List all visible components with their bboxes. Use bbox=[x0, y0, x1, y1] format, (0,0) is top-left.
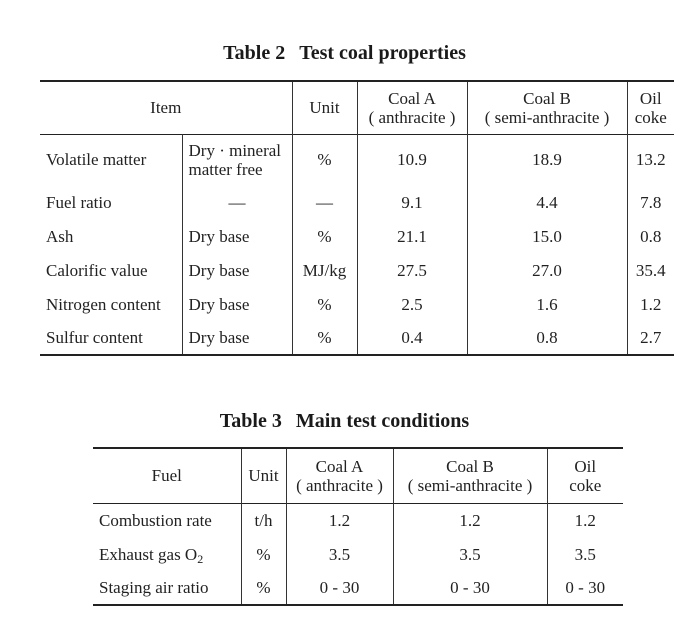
row-unit: MJ/kg bbox=[292, 253, 357, 287]
header-oil-coke-line2: coke bbox=[569, 475, 602, 495]
row-coal-b: 27.0 bbox=[467, 253, 627, 287]
table-row bbox=[40, 287, 674, 321]
main-test-conditions-table bbox=[93, 447, 623, 606]
table-row bbox=[40, 134, 674, 185]
row-coal-a: 2.5 bbox=[357, 287, 467, 321]
header-coal-a-name: Coal A bbox=[388, 88, 436, 108]
row-basis: Dry base bbox=[182, 219, 292, 253]
row-item: Ash bbox=[46, 226, 74, 246]
row-oil-coke: 1.2 bbox=[547, 503, 623, 537]
row-unit: — bbox=[292, 185, 357, 219]
table-row bbox=[40, 253, 674, 287]
row-oil-coke: 3.5 bbox=[547, 537, 623, 571]
row-oil-coke: 0 - 30 bbox=[547, 571, 623, 605]
row-coal-b: 1.6 bbox=[467, 287, 627, 321]
header-coal-b-type: ( semi-anthracite ) bbox=[407, 475, 533, 495]
header-coal-b-name: Coal B bbox=[446, 456, 494, 476]
header-coal-a-type: ( anthracite ) bbox=[296, 475, 383, 495]
row-coal-a: 0 - 30 bbox=[286, 571, 393, 605]
row-coal-b: 1.2 bbox=[393, 503, 547, 537]
row-item: Nitrogen content bbox=[46, 294, 161, 314]
header-oil-coke-line1: Oil bbox=[639, 88, 662, 108]
header-coal-a bbox=[357, 81, 467, 134]
header-coal-b-type: ( semi-anthracite ) bbox=[484, 107, 610, 127]
header-coal-b bbox=[393, 448, 547, 503]
table-2-number: Table 2 bbox=[223, 42, 286, 64]
header-unit: Unit bbox=[241, 448, 286, 503]
row-item: Sulfur content bbox=[46, 328, 143, 347]
table-3-number: Table 3 bbox=[219, 410, 282, 432]
row-item-main: Exhaust gas O bbox=[99, 544, 198, 564]
row-coal-a: 1.2 bbox=[286, 503, 393, 537]
row-unit: % bbox=[241, 537, 286, 571]
header-unit: Unit bbox=[292, 81, 357, 134]
row-oil-coke: 7.8 bbox=[627, 185, 674, 219]
row-unit: % bbox=[292, 134, 357, 185]
row-coal-b: 3.5 bbox=[393, 537, 547, 571]
row-unit: t/h bbox=[241, 503, 286, 537]
table-row bbox=[93, 503, 623, 537]
table-row bbox=[40, 185, 674, 219]
row-unit: % bbox=[292, 219, 357, 253]
row-coal-a: 10.9 bbox=[357, 134, 467, 185]
table-row bbox=[93, 537, 623, 571]
table-3-header-row bbox=[93, 448, 623, 503]
row-oil-coke: 35.4 bbox=[627, 253, 674, 287]
row-item: Staging air ratio bbox=[99, 578, 209, 597]
row-oil-coke: 2.7 bbox=[627, 321, 674, 355]
row-coal-b: 0 - 30 bbox=[393, 571, 547, 605]
row-coal-b: 4.4 bbox=[467, 185, 627, 219]
row-unit: % bbox=[292, 321, 357, 355]
header-coal-a bbox=[286, 448, 393, 503]
row-coal-a: 9.1 bbox=[357, 185, 467, 219]
row-coal-b: 15.0 bbox=[467, 219, 627, 253]
header-oil-coke-line1: Oil bbox=[574, 456, 597, 476]
table-2-header-row bbox=[40, 81, 674, 134]
row-coal-b: 18.9 bbox=[467, 134, 627, 185]
header-coal-a-name: Coal A bbox=[315, 456, 364, 476]
row-basis: — bbox=[182, 185, 292, 219]
row-oil-coke: 0.8 bbox=[627, 219, 674, 253]
table-2-caption bbox=[0, 42, 689, 65]
row-unit: % bbox=[241, 571, 286, 605]
header-coal-b-name: Coal B bbox=[523, 88, 571, 108]
header-oil-coke-line2: coke bbox=[634, 107, 667, 127]
test-coal-properties-table bbox=[40, 80, 674, 356]
header-item: Item bbox=[150, 98, 182, 118]
row-basis: Dry base bbox=[182, 287, 292, 321]
row-coal-a: 0.4 bbox=[357, 321, 467, 355]
table-row bbox=[40, 321, 674, 355]
header-oil-coke bbox=[627, 81, 674, 134]
row-item: Fuel ratio bbox=[46, 192, 112, 212]
row-basis bbox=[182, 134, 292, 185]
header-oil-coke bbox=[547, 448, 623, 503]
header-coal-a-type: ( anthracite ) bbox=[368, 107, 456, 127]
row-item bbox=[93, 537, 241, 571]
row-coal-b: 0.8 bbox=[467, 321, 627, 355]
row-oil-coke: 13.2 bbox=[627, 134, 674, 185]
row-item: Calorific value bbox=[46, 260, 148, 280]
row-item: Combustion rate bbox=[99, 510, 212, 530]
row-basis: Dry base bbox=[182, 321, 292, 355]
row-basis-line2: matter free bbox=[188, 159, 263, 179]
row-item: Volatile matter bbox=[46, 150, 147, 170]
row-unit: % bbox=[292, 287, 357, 321]
table-3-caption bbox=[0, 410, 689, 433]
row-basis-line1: Dry · mineral bbox=[188, 140, 282, 160]
table-2-title: Test coal properties bbox=[299, 42, 466, 64]
table-3-title: Main test conditions bbox=[295, 410, 470, 432]
table-row bbox=[93, 571, 623, 605]
row-oil-coke: 1.2 bbox=[627, 287, 674, 321]
header-coal-b bbox=[467, 81, 627, 134]
row-basis: Dry base bbox=[182, 253, 292, 287]
row-coal-a: 27.5 bbox=[357, 253, 467, 287]
row-coal-a: 21.1 bbox=[357, 219, 467, 253]
row-coal-a: 3.5 bbox=[286, 537, 393, 571]
header-fuel: Fuel bbox=[151, 466, 182, 486]
row-item-subscript: 2 bbox=[197, 551, 204, 566]
table-row bbox=[40, 219, 674, 253]
